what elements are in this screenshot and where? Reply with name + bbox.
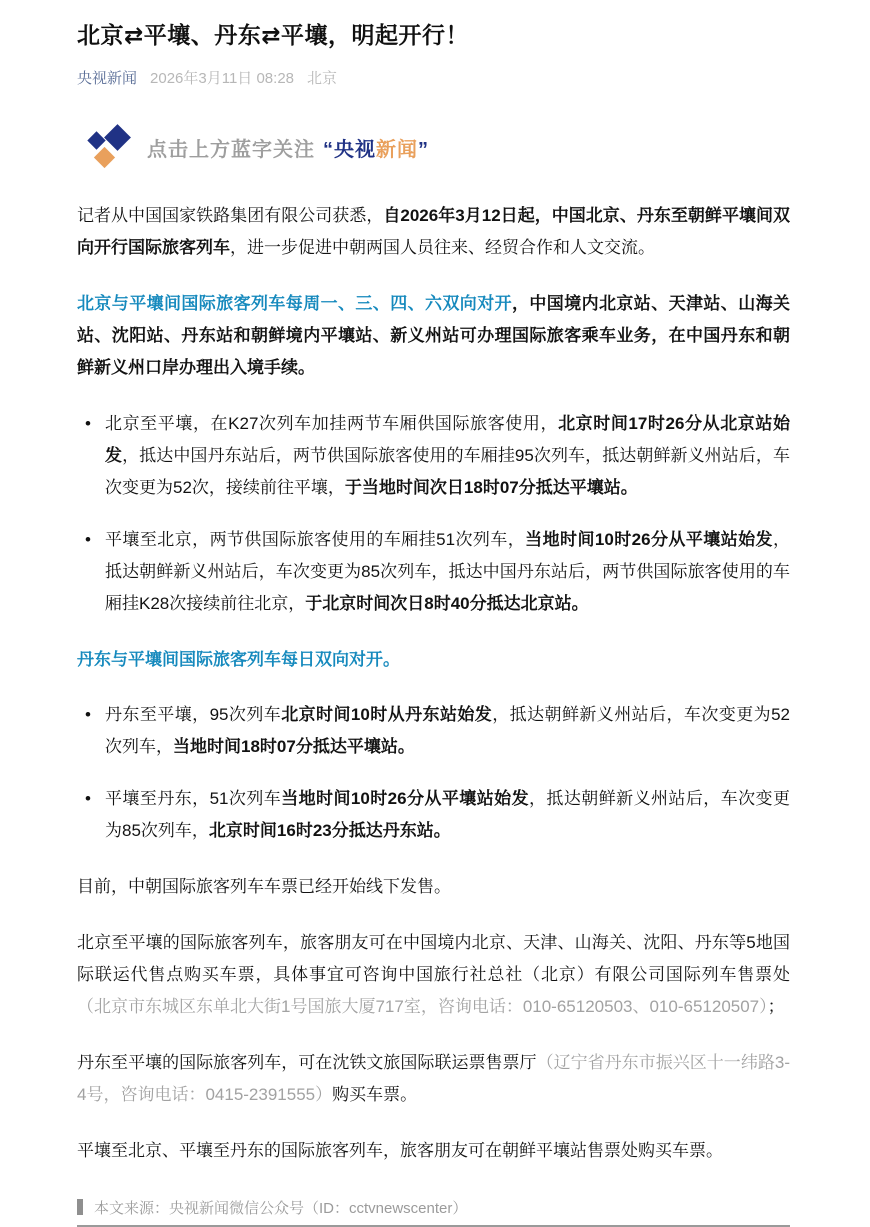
publish-location: 北京 <box>307 70 338 88</box>
follow-prompt: 点击上方蓝字关注 <box>147 138 315 161</box>
route-run-bold: 北京时间16时23分抵达丹东站。 <box>208 821 451 841</box>
route-run-bold: 北京时间10时从丹东站始发 <box>281 705 493 725</box>
ticket-run: 丹东至平壤的国际旅客列车，可在沈铁文旅国际联运票售票厅 <box>77 1053 537 1073</box>
ticket-info-pyongyang: 平壤至北京、平壤至丹东的国际旅客列车，旅客朋友可在朝鲜平壤站售票处购买车票。 <box>77 1141 723 1161</box>
publish-date: 2026年3月11日 08:28 <box>150 70 295 88</box>
route-detail-item <box>105 408 790 504</box>
route-run: ，抵达中国丹东站后，两节供国际旅客使用的车厢挂95次列车，抵达朝鲜新义州站后，车次变更为52次，接续前往平壤， <box>105 445 791 497</box>
ticket-run: ； <box>767 997 785 1017</box>
ticket-run: 购买车票。 <box>332 1085 418 1105</box>
ticket-run: 北京至平壤的国际旅客列车，旅客朋友可在中国境内北京、天津、山海关、沈阳、丹东等5地国际联运代售点购买车票，具体事宜可咨询中国旅行社总社（北京）有限公司国际列车售票处 <box>77 933 790 985</box>
brand-open-quote: “ <box>323 138 334 161</box>
route-detail-item <box>105 699 790 763</box>
article-title: 北京⇄平壤、丹东⇄平壤，明起开行！ <box>77 22 470 48</box>
brand-name-part2: 新闻 <box>376 138 418 161</box>
source-marker-bar <box>77 1199 83 1215</box>
intro-run: ，进一步促进中朝两国人员往来、经贸合作和人文交流。 <box>230 238 655 257</box>
route-run-bold: 于当地时间次日18时07分抵达平壤站。 <box>344 477 638 497</box>
beijing-pyongyang-heading <box>77 288 790 384</box>
route-run: ，抵达朝鲜新义州站后，车次变更为85次列车，抵达中国丹东站后，两节供国际旅客使用的车厢挂K28次接续前往北京， <box>105 529 790 613</box>
route-run: 平壤至北京，两节供国际旅客使用的车厢挂51次列车， <box>105 529 526 549</box>
ticket-sales-note: 目前，中朝国际旅客列车车票已经开始线下发售。 <box>77 877 451 897</box>
ticket-address-gray: （辽宁省丹东市振兴区十一纬路3-4号，咨询电话：0415-2391555） <box>77 1053 790 1105</box>
brand-close-quote: ” <box>418 138 429 161</box>
route-run: 平壤至丹东，51次列车 <box>105 789 282 809</box>
source-attribution <box>77 1197 790 1218</box>
heading-blue-run: 丹东与平壤间国际旅客列车每日双向对开。 <box>77 649 400 669</box>
route-run: ，抵达朝鲜新义州站后，车次变更为52次列车， <box>105 705 790 757</box>
cctv-diamond-logo-icon <box>87 123 135 171</box>
intro-run-bold: 自2026年3月12日起，中国北京、丹东至朝鲜平壤间双向开行国际旅客列车 <box>77 206 791 257</box>
dandong-pyongyang-heading <box>77 644 790 676</box>
route-detail-item <box>105 524 790 620</box>
source-attribution-text: 本文来源：央视新闻微信公众号（ID：cctvnewscenter） <box>94 1199 468 1217</box>
logo-diamond-navy-large <box>104 124 131 151</box>
heading-black-run: ，中国境内北京站、天津站、山海关站、沈阳站、丹东站和朝鲜境内平壤站、新义州站可办理国际旅客乘车业务，在中国丹东和朝鲜新义州口岸办理出入境手续。 <box>77 293 790 377</box>
route-run: 丹东至平壤，95次列车 <box>105 705 282 725</box>
dandong-route-list <box>77 699 790 847</box>
route-detail-item <box>105 783 790 847</box>
route-run: 北京至平壤，在K27次列车加挂两节车厢供国际旅客使用， <box>105 413 559 433</box>
route-run-bold: 当地时间18时07分抵达平壤站。 <box>173 737 415 757</box>
heading-blue-run: 北京与平壤间国际旅客列车每周一、三、四、六双向对开 <box>77 293 512 313</box>
route-run-bold: 北京时间17时26分从北京站始发 <box>105 413 790 465</box>
follow-banner[interactable] <box>87 114 790 180</box>
logo-diamond-orange <box>94 147 115 168</box>
intro-paragraph <box>77 200 790 264</box>
byline <box>77 67 790 88</box>
route-run-bold: 于北京时间次日8时40分抵达北京站。 <box>305 593 589 613</box>
route-run: ，抵达朝鲜新义州站后，车次变更为85次列车， <box>105 789 790 841</box>
source-account-link[interactable]: 央视新闻 <box>77 70 138 88</box>
ticket-info-beijing <box>77 927 790 1023</box>
ticket-info-dandong <box>77 1047 790 1111</box>
route-run-bold: 当地时间10时26分从平壤站始发 <box>525 529 773 549</box>
route-run-bold: 当地时间10时26分从平壤站始发 <box>281 789 529 809</box>
follow-banner-text <box>147 133 429 162</box>
ticket-address-gray: （北京市东城区东单北大街1号国旅大厦717室，咨询电话：010-65120503、010-65120507） <box>77 997 768 1017</box>
intro-run: 记者从中国国家铁路集团有限公司获悉， <box>77 206 384 226</box>
brand-name-part1: 央视 <box>334 138 376 161</box>
beijing-route-list <box>77 408 790 620</box>
